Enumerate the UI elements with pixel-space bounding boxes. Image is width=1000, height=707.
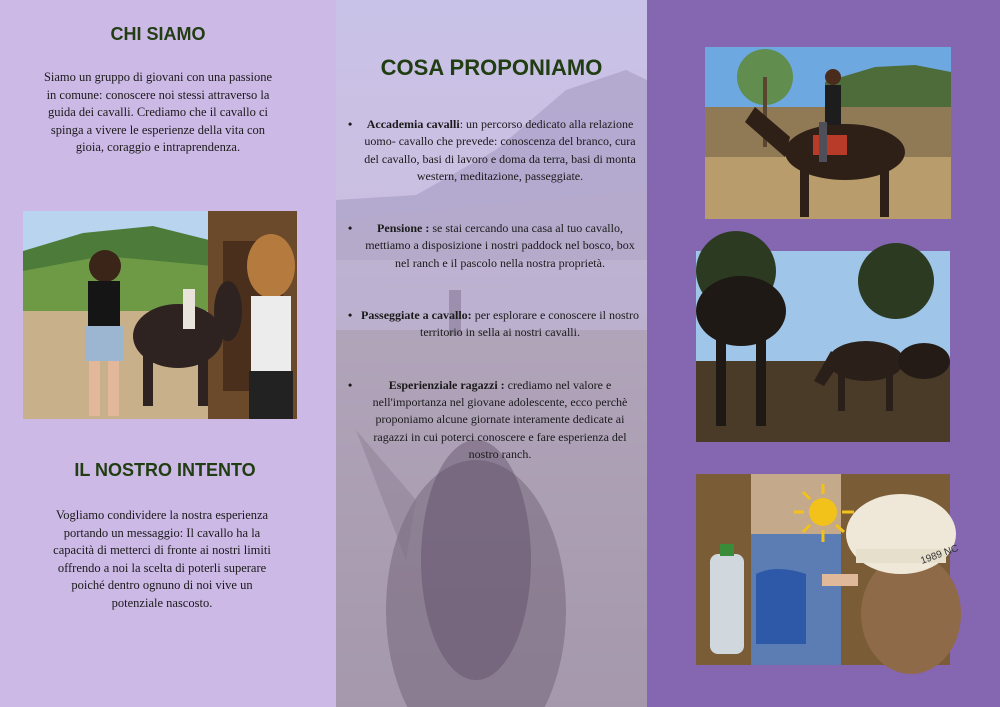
left-panel	[0, 0, 336, 707]
intento-heading: IL NOSTRO INTENTO	[74, 460, 256, 480]
list-item: • Accademia cavalli: un percorso dedicato alla relazione uomo- cavallo che prevede: conoscenza del branco, cura del cavallo, basi di lavoro e doma da terra, basi di monta western, meditazione, passeggiate.	[348, 117, 636, 183]
chi-siamo-heading: CHI SIAMO	[110, 24, 206, 44]
list-item: • Esperienziale ragazzi : crediamo nel valore e nell'importanza nel giovane adolescente, ecco perchè proponiamo alcune giornate interamente dedicate ai ragazzi in cui poterci conoscere e fare esperienza del nostro ranch.	[348, 377, 628, 461]
intento-text: Vogliamo condividere la nostra esperienza portando un messaggio: Il cavallo ha la capacità di metterci di fronte ai nostri limiti offrendo a noi la scelta di poterli superare poiché dentro ognuno di noi vive un potenziale nascosto.	[53, 508, 271, 610]
cap-text: 1989 NC	[919, 542, 961, 567]
photo-painting-sun	[696, 474, 961, 665]
middle-panel	[336, 0, 647, 707]
photo-girls-with-horse	[23, 211, 297, 419]
list-item: • Passeggiate a cavallo: per esplorare e conoscere il nostro territorio in sella ai nostri cavalli.	[348, 308, 639, 340]
photo-horses-silhouette	[696, 251, 950, 442]
offer-list	[348, 116, 640, 463]
photo-girl-riding-horse	[705, 47, 951, 219]
chi-siamo-text: Siamo un gruppo di giovani con una passione in comune: conoscere noi stessi attraverso la guida dei cavalli. Crediamo che il cavallo ci spinga a vivere le esperienze della vita con gioia, coraggio e intraprendenza.	[43, 70, 273, 154]
list-item: • Pensione : se stai cercando una casa al tuo cavallo, mettiamo a disposizione i nostri paddock nel bosco, box nel ranch e il pascolo nella nostra proprietà.	[348, 221, 635, 270]
right-panel	[647, 0, 1000, 707]
cosa-proponiamo-heading: COSA PROPONIAMO	[380, 55, 603, 80]
